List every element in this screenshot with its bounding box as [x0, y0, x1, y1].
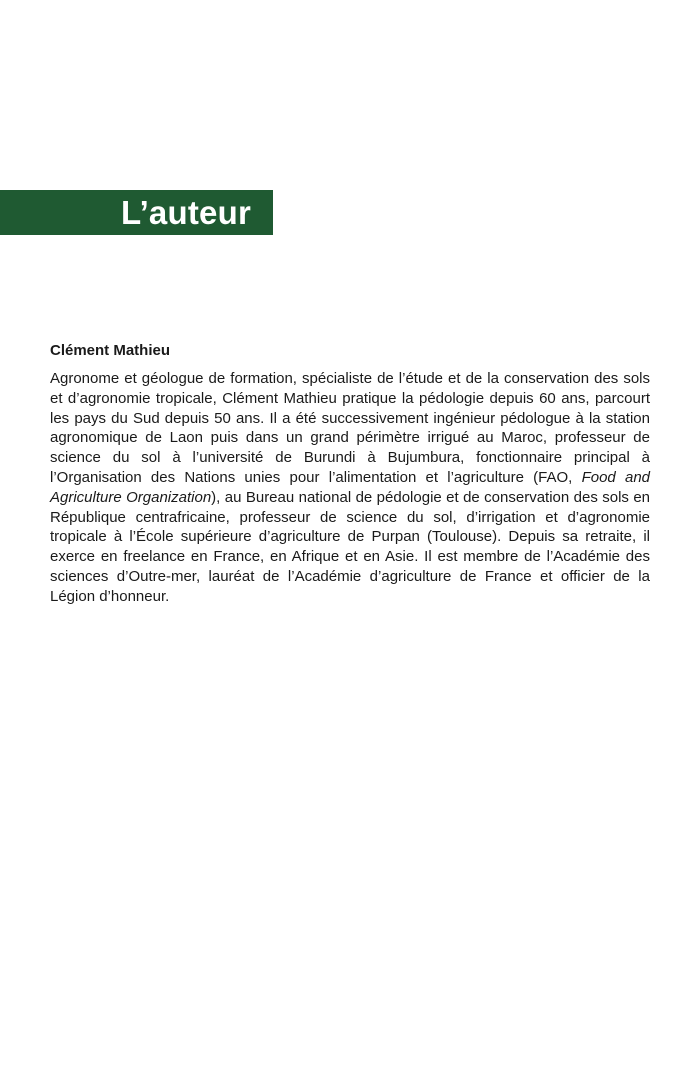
author-bio-italic: Food and Agriculture Organization — [50, 468, 650, 506]
page-title: L’auteur — [121, 194, 251, 231]
author-name: Clément Mathieu — [50, 342, 171, 359]
author-section — [50, 340, 650, 607]
title-banner — [0, 190, 273, 235]
author-bio-part2: ), au Bureau national de pédologie et de conservation des sols en République centrafricaine, professeur de science du sol, d’irrigation et d’agronomie tropicale à l’École supérieure d’agriculture de Purpan (Toulouse). Depuis sa retraite, il exerce en freelance en France, en Afrique et en Asie. Il est membre de l’Académie des sciences d’Outre-mer, lauréat de l’Académie d’agriculture de France et officier de la Légion d’honneur. — [50, 488, 650, 605]
author-bio-part1: Agronome et géologue de formation, spécialiste de l’étude et de la conservation des sols et d’agronomie tropicale, Clément Mathieu pratique la pédologie depuis 60 ans, parcourt les pays du Sud depuis 50 ans. Il a été successivement ingénieur pédologue à la station agronomique de Laon puis dans un grand périmètre irrigué au Maroc, professeur de science du sol à l’université de Burundi à Bujumbura, fonctionnaire principal à l’Organisation des Nations unies pour l’alimentation et l’agriculture (FAO, — [50, 370, 650, 486]
author-bio — [50, 369, 650, 607]
